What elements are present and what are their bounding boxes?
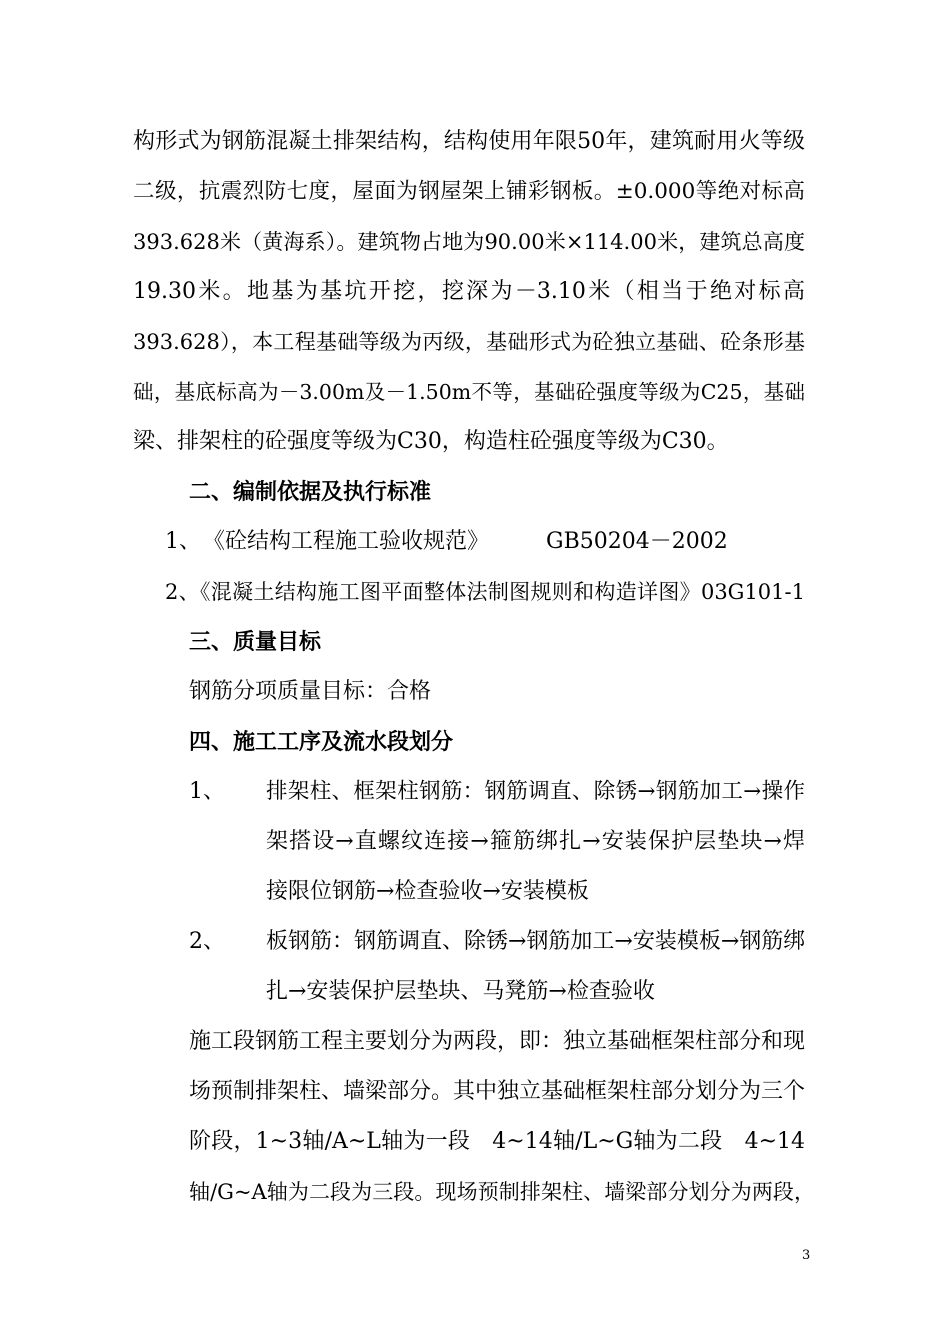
- intro-line-5: 393.628），本工程基础等级为丙级，基础形式为砼独立基础、砼条形基: [133, 330, 805, 354]
- page-number: 3: [802, 1248, 811, 1263]
- process-2-line-1: 板钢筋：钢筋调直、除锈→钢筋加工→安装模板→钢筋绑: [266, 929, 806, 954]
- intro-line-6: 础，基底标高为－3.00m及－1.50m不等，基础砼强度等级为C25，基础: [133, 380, 805, 404]
- division-line-2: 场预制排架柱、墙梁部分。其中独立基础框架柱部分划分为三个: [189, 1079, 806, 1104]
- reference-1-code: GB50204－2002: [546, 529, 728, 554]
- quality-target-text: 钢筋分项质量目标：合格: [189, 679, 432, 704]
- process-1-line-1: 排架柱、框架柱钢筋：钢筋调直、除锈→钢筋加工→操作: [266, 779, 805, 804]
- section-4-heading: 四、施工工序及流水段划分: [189, 729, 454, 755]
- reference-1-number: 1、: [165, 529, 201, 554]
- section-2-heading: 二、编制依据及执行标准: [189, 479, 432, 505]
- intro-line-4: 19.30米。地基为基坑开挖，挖深为－3.10米（相当于绝对标高: [133, 279, 805, 304]
- reference-1-title: 《砼结构工程施工验收规范》: [203, 529, 490, 554]
- process-1-number: 1、: [189, 779, 225, 804]
- intro-line-1: 构形式为钢筋混凝土排架结构，结构使用年限50年，建筑耐用火等级: [133, 129, 805, 154]
- process-1-line-2: 架搭设→直螺纹连接→箍筋绑扎→安装保护层垫块→焊: [266, 829, 805, 854]
- division-line-4: 轴/G~A轴为二段为三段。现场预制排架柱、墙梁部分划分为两段，: [189, 1180, 815, 1204]
- reference-2: 2、《混凝土结构施工图平面整体法制图规则和构造详图》03G101-1: [165, 580, 805, 604]
- process-2-line-2: 扎→安装保护层垫块、马凳筋→检查验收: [266, 979, 655, 1004]
- section-3-heading: 三、质量目标: [189, 629, 322, 655]
- intro-line-2: 二级，抗震烈防七度，屋面为钢屋架上铺彩钢板。±0.000等绝对标高: [133, 179, 805, 204]
- intro-line-7: 梁、排架柱的砼强度等级为C30，构造柱砼强度等级为C30。: [133, 429, 729, 454]
- process-1-line-3: 接限位钢筋→检查验收→安装模板: [266, 879, 589, 904]
- process-2-number: 2、: [189, 929, 225, 954]
- intro-line-3: 393.628米（黄海系）。建筑物占地为90.00米×114.00米，建筑总高度: [133, 230, 805, 254]
- division-line-1: 施工段钢筋工程主要划分为两段，即：独立基础框架柱部分和现: [189, 1029, 806, 1054]
- division-line-3: 阶段，1~3轴/A~L轴为一段 4~14轴/L~G轴为二段 4~14: [189, 1129, 805, 1154]
